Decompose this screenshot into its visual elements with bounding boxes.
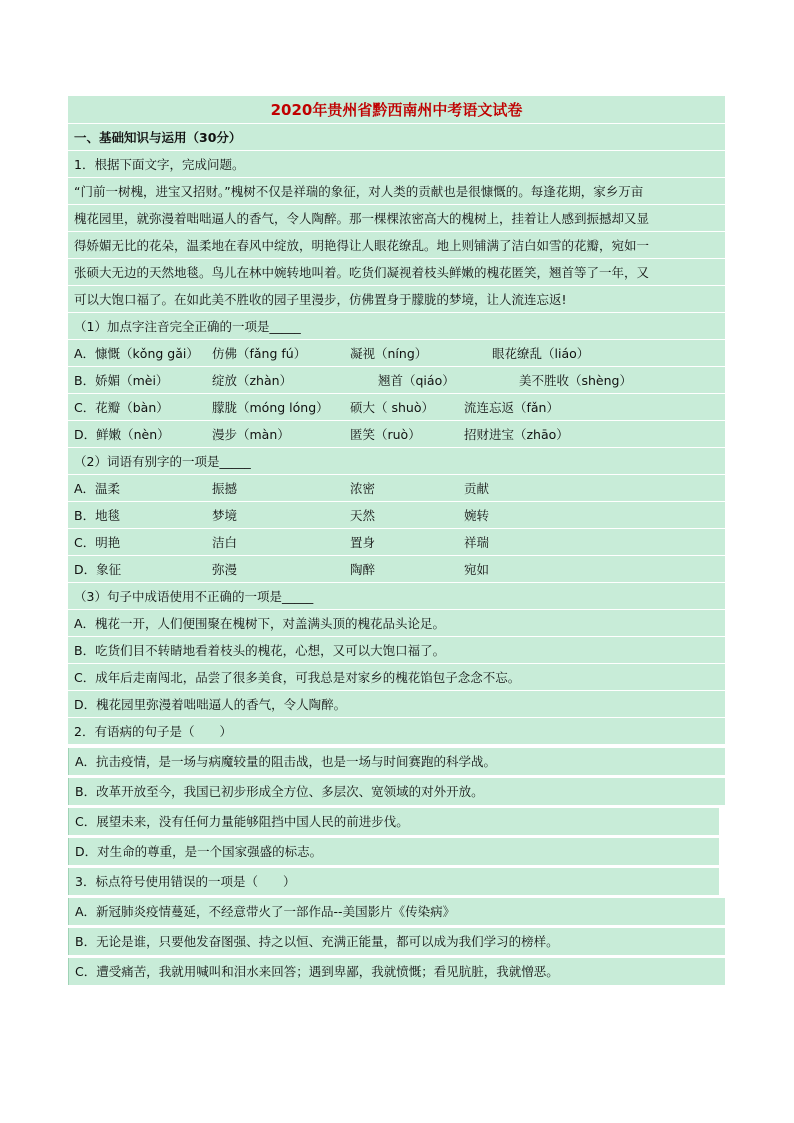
option-cell: 凝视（níng） — [350, 346, 428, 361]
passage-line: 可以大饱口福了。在如此美不胜收的园子里漫步，仿佛置身于朦胧的梦境，让人流连忘返! — [68, 286, 725, 313]
option-cell: 漫步（màn） — [212, 427, 290, 442]
option-cell: 招财进宝（zhāo） — [464, 427, 569, 442]
option-cell: 眼花缭乱（liáo） — [492, 346, 590, 361]
option-cell: B．娇媚（mèi） — [74, 373, 169, 388]
option-cell: 翘首（qiáo） — [378, 373, 455, 388]
sub-question-1-stem: （1）加点字注音完全正确的一项是_____ — [68, 313, 725, 340]
option-cell: 朦胧（móng lóng） — [212, 400, 329, 415]
passage-line: 张硕大无边的天然地毯。鸟儿在林中婉转地叫着。吃货们凝视着枝头鲜嫩的槐花匿笑，翘首等了一年，又 — [68, 259, 725, 286]
option-cell: 硕大（ shuò） — [350, 400, 434, 415]
option-cell: 贡献 — [464, 481, 490, 496]
question-2-stem: 2．有语病的句子是（ ） — [68, 718, 725, 745]
option-cell: 陶醉 — [350, 562, 376, 577]
option-line: D．对生命的尊重，是一个国家强盛的标志。 — [68, 838, 719, 865]
option-cell: 梦境 — [212, 508, 238, 523]
option-row-b — [68, 367, 725, 394]
option-cell: 天然 — [350, 508, 376, 523]
option-line: A．新冠肺炎疫情蔓延，不经意带火了一部作品--美国影片《传染病》 — [68, 898, 725, 925]
option-line: C．展望未来，没有任何力量能够阻挡中国人民的前进步伐。 — [68, 808, 719, 835]
option-cell: B．地毯 — [74, 508, 121, 523]
section-heading: 一、基础知识与运用（30分） — [68, 124, 725, 151]
option-cell: 宛如 — [464, 562, 490, 577]
sub-question-2-stem: （2）词语有别字的一项是_____ — [68, 448, 725, 475]
option-row-d — [68, 556, 725, 583]
option-cell: 祥瑞 — [464, 535, 490, 550]
option-line: B．无论是谁，只要他发奋图强、持之以恒、充满正能量，都可以成为我们学习的榜样。 — [68, 928, 725, 955]
option-line: B．吃货们目不转睛地看着枝头的槐花，心想，又可以大饱口福了。 — [68, 637, 725, 664]
option-line: B．改革开放至今，我国已初步形成全方位、多层次、宽领域的对外开放。 — [68, 778, 725, 805]
option-row-b — [68, 502, 725, 529]
option-cell: 美不胜收（shèng） — [519, 373, 632, 388]
option-cell: 流连忘返（fǎn） — [464, 400, 559, 415]
option-line: D．槐花园里弥漫着咄咄逼人的香气，令人陶醉。 — [68, 691, 725, 718]
question-3-stem: 3．标点符号使用错误的一项是（ ） — [68, 868, 719, 895]
option-row-a — [68, 475, 725, 502]
question-1-stem: 1．根据下面文字，完成问题。 — [68, 151, 725, 178]
option-row-a — [68, 340, 725, 367]
option-cell: 匿笑（ruò） — [350, 427, 421, 442]
exam-sheet — [68, 96, 725, 985]
option-cell: 振撼 — [212, 481, 238, 496]
option-cell: 婉转 — [464, 508, 490, 523]
passage-line: 槐花园里，就弥漫着咄咄逼人的香气，令人陶醉。那一棵棵浓密高大的槐树上，挂着让人感到振撼却又显 — [68, 205, 725, 232]
option-cell: 绽放（zhàn） — [212, 373, 293, 388]
option-cell: C．花瓣（bàn） — [74, 400, 169, 415]
option-line: C．成年后走南闯北，品尝了很多美食，可我总是对家乡的槐花馅包子念念不忘。 — [68, 664, 725, 691]
option-row-c — [68, 529, 725, 556]
option-row-c — [68, 394, 725, 421]
option-row-d — [68, 421, 725, 448]
option-cell: D．象征 — [74, 562, 122, 577]
option-cell: 置身 — [350, 535, 376, 550]
option-cell: 洁白 — [212, 535, 238, 550]
page-title: 2020年贵州省黔西南州中考语文试卷 — [68, 96, 725, 124]
option-line: C．遭受痛苦，我就用喊叫和泪水来回答；遇到卑鄙，我就愤慨；看见肮脏，我就憎恶。 — [68, 958, 725, 985]
option-cell: 浓密 — [350, 481, 376, 496]
option-cell: 弥漫 — [212, 562, 238, 577]
option-cell: A．温柔 — [74, 481, 121, 496]
passage-line: “门前一树槐，进宝又招财。”槐树不仅是祥瑞的象征，对人类的贡献也是很慷慨的。每逢花期，家乡万亩 — [68, 178, 725, 205]
option-cell: 仿佛（fǎng fú） — [212, 346, 307, 361]
option-cell: A．慷慨（kǒng gǎi） — [74, 346, 199, 361]
option-line: A．抗击疫情，是一场与病魔较量的阻击战，也是一场与时间赛跑的科学战。 — [68, 748, 725, 775]
option-cell: C．明艳 — [74, 535, 121, 550]
sub-question-3-stem: （3）句子中成语使用不正确的一项是_____ — [68, 583, 725, 610]
option-line: A．槐花一开，人们便围聚在槐树下，对盖满头顶的槐花品头论足。 — [68, 610, 725, 637]
passage-line: 得娇媚无比的花朵，温柔地在春风中绽放，明艳得让人眼花缭乱。地上则铺满了洁白如雪的花瓣，宛如一 — [68, 232, 725, 259]
option-cell: D．鲜嫩（nèn） — [74, 427, 170, 442]
